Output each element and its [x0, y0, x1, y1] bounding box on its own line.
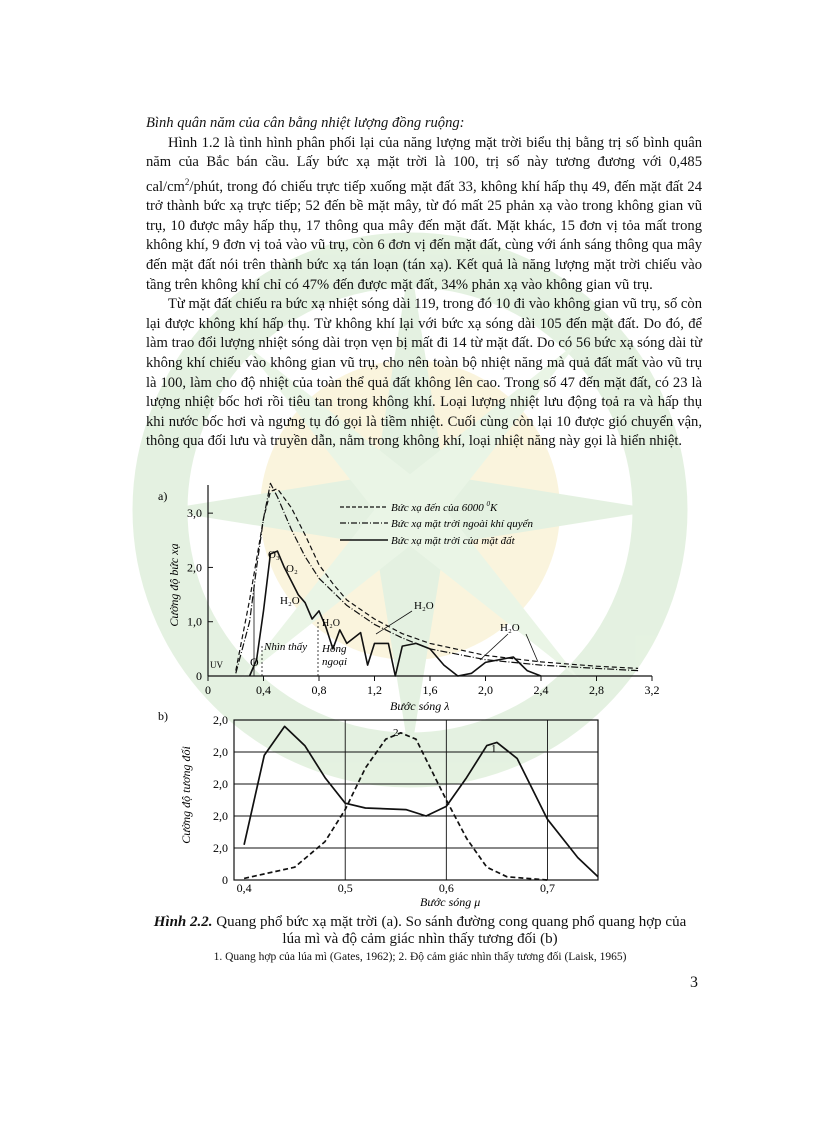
panel-label-b: b) — [158, 709, 168, 723]
legend-a-label-2: Bức xạ mặt trời ngoài khí quyển — [391, 518, 534, 530]
section-heading: Bình quân năm của cân bằng nhiệt lượng đồng ruộng: — [146, 115, 465, 131]
paragraph-1-part-b: /phút, trong đó chiếu trực tiếp xuống mặt đất 33, không khí hấp thụ 49, đến mặt đất 24 trở thành bức xạ trực tiếp; 52 đến bề mặt mây, từ đó mất 25 phản xạ vào trong không gian vũ trụ, 10 được mây hấp thụ, 17 thông qua mây đến mặt đất. Mặt khác, 15 đơn vị tỏa mất trong không khí, 9 đơn vị toả vào vũ trụ, còn 6 đơn vị đến mặt đất, cùng với ánh sáng thông qua mây đến mặt đất nói trên thành bức xạ tán loạn (tán xạ). Kết quả là năng lượng mặt trời chiếu vào tầng trên không khí chỉ có 47% đến được mặt đất, 34% phản xạ vào không gian vũ trụ. — [146, 178, 702, 293]
x-tick-label-a: 2,8 — [589, 683, 604, 697]
x-tick-label-b: 0,4 — [236, 881, 252, 895]
y-tick-label-b: 2,0 — [213, 809, 228, 823]
y-tick-label-a: 2,0 — [187, 560, 202, 575]
visible-label: Nhìn thấy — [264, 641, 308, 653]
x-axis-label-b — [420, 895, 480, 909]
uv-label: UV — [210, 660, 223, 670]
h2o-label-3: H₂O — [414, 600, 434, 612]
y-tick-label-b: 2,0 — [213, 745, 228, 759]
y-tick-label-a: 3,0 — [187, 506, 202, 521]
curve-label-2: 2 — [393, 727, 399, 739]
h2o-label-1: H₂O — [280, 595, 300, 607]
x-tick-label-b: 0,6 — [438, 881, 454, 895]
o2-label: O₂ — [286, 563, 298, 575]
body-text — [146, 114, 702, 452]
x-tick-label-a: 1,6 — [422, 683, 438, 697]
legend-a-label-1-unit: K — [490, 502, 498, 514]
infrared-label-1: Hồng — [322, 643, 347, 655]
y-axis-label-a: Cường độ bức xạ — [167, 543, 181, 627]
y-tick-label-a: 0 — [196, 669, 202, 683]
caption-label: Hình 2.2. — [153, 914, 213, 930]
x-tick-label-a: 2,4 — [533, 683, 549, 697]
x-tick-label-a: 2,0 — [478, 683, 493, 697]
x-tick-label-a: 1,2 — [367, 683, 382, 697]
y-tick-label-b: 0 — [222, 873, 228, 887]
y-axis-label-b: Cường độ tương đối — [179, 746, 193, 844]
x-axis-label-a-text: Bước sóng — [390, 699, 442, 713]
paragraph-1 — [146, 134, 702, 296]
paragraph-1-part-a: Hình 1.2 là tình hình phân phối lại của năng lượng mặt trời biểu thị bằng trị số bình quân năm của Bắc bán cầu. Lấy bức xạ mặt trời là 100, trị số này tương đương với 0,485 cal/cm — [146, 134, 702, 195]
o3-label: O₃ — [268, 549, 280, 561]
y-tick-label-b: 2,0 — [213, 713, 228, 727]
page-number: 3 — [690, 974, 698, 991]
h2o-label-4: H₂O — [500, 622, 520, 634]
x-tick-label-a: 0 — [205, 683, 211, 697]
legend-a-label-1-text: Bức xạ đến của 6000 — [391, 502, 487, 514]
y-tick-label-b: 2,0 — [213, 841, 228, 855]
x-tick-label-a: 0,8 — [311, 683, 327, 697]
figure-caption — [150, 914, 690, 948]
paragraph-2: Từ mặt đất chiếu ra bức xạ nhiệt sóng dài 119, trong đó 10 đi vào không gian vũ trụ, số còn lại được không khí hấp thụ. Từ không khí lại với bức xạ sóng dài 105 đến mặt đất. Do đó, để làm trao đổi lượng nhiệt sóng dài trọn vẹn bị mất đi 14 từ mặt đất. Do có 56 bức xạ sóng dài từ không khí chiếu vào không gian vũ trụ, cho nên toàn bộ nhiệt năng mà quả đất mất vào vũ trụ là 100, làm cho độ nhiệt của toàn thể quả đất không lên cao. Trong số 47 đến mặt đất, có 23 là lượng nhiệt bốc hơi rồi tiêu tan trong không khí. Loại lượng nhiệt lưu động toả ra và hấp thụ khi nước bốc hơi và ngưng tụ đó gọi là tiềm nhiệt. Cuối cùng còn lại 10 được gió chuyển vận, thông qua đối lưu và truyền dẫn, nằm trong không khí, loại nhiệt năng này gọi là hiển nhiệt. — [146, 296, 702, 450]
x-tick-label-b: 0,7 — [539, 881, 555, 895]
x-tick-label-a: 0,4 — [256, 683, 271, 697]
panel-label-a: a) — [158, 489, 168, 503]
superscript-2: 2 — [184, 176, 190, 187]
infrared-label-2: ngoại — [322, 656, 348, 668]
o-label: O — [250, 655, 259, 669]
legend-a-label-3: Bức xạ mặt trời của mặt đất — [391, 535, 515, 547]
curve-label-1: 1 — [491, 743, 497, 755]
x-tick-label-b: 0,5 — [337, 881, 353, 895]
caption-note: 1. Quang hợp của lúa mì (Gates, 1962); 2. Độ cảm giác nhìn thấy tương đối (Laisk, 1965) — [213, 951, 627, 963]
legend-a-label-1-sup: 0 — [486, 500, 490, 508]
x-axis-label-a-symbol: λ — [444, 699, 450, 713]
x-axis-label-b-text: Bước sóng — [420, 895, 472, 909]
x-axis-label-b-symbol: μ — [474, 895, 481, 909]
x-tick-label-a: 3,2 — [644, 683, 660, 697]
y-tick-label-b: 2,0 — [213, 777, 228, 791]
h2o-label-2: H₂O — [322, 618, 340, 629]
y-tick-label-a: 1,0 — [187, 614, 202, 629]
caption-text: Quang phổ bức xạ mặt trời (a). So sánh đường cong quang phổ quang hợp của lúa mì và độ cảm giác nhìn thấy tương đối (b) — [212, 914, 687, 947]
